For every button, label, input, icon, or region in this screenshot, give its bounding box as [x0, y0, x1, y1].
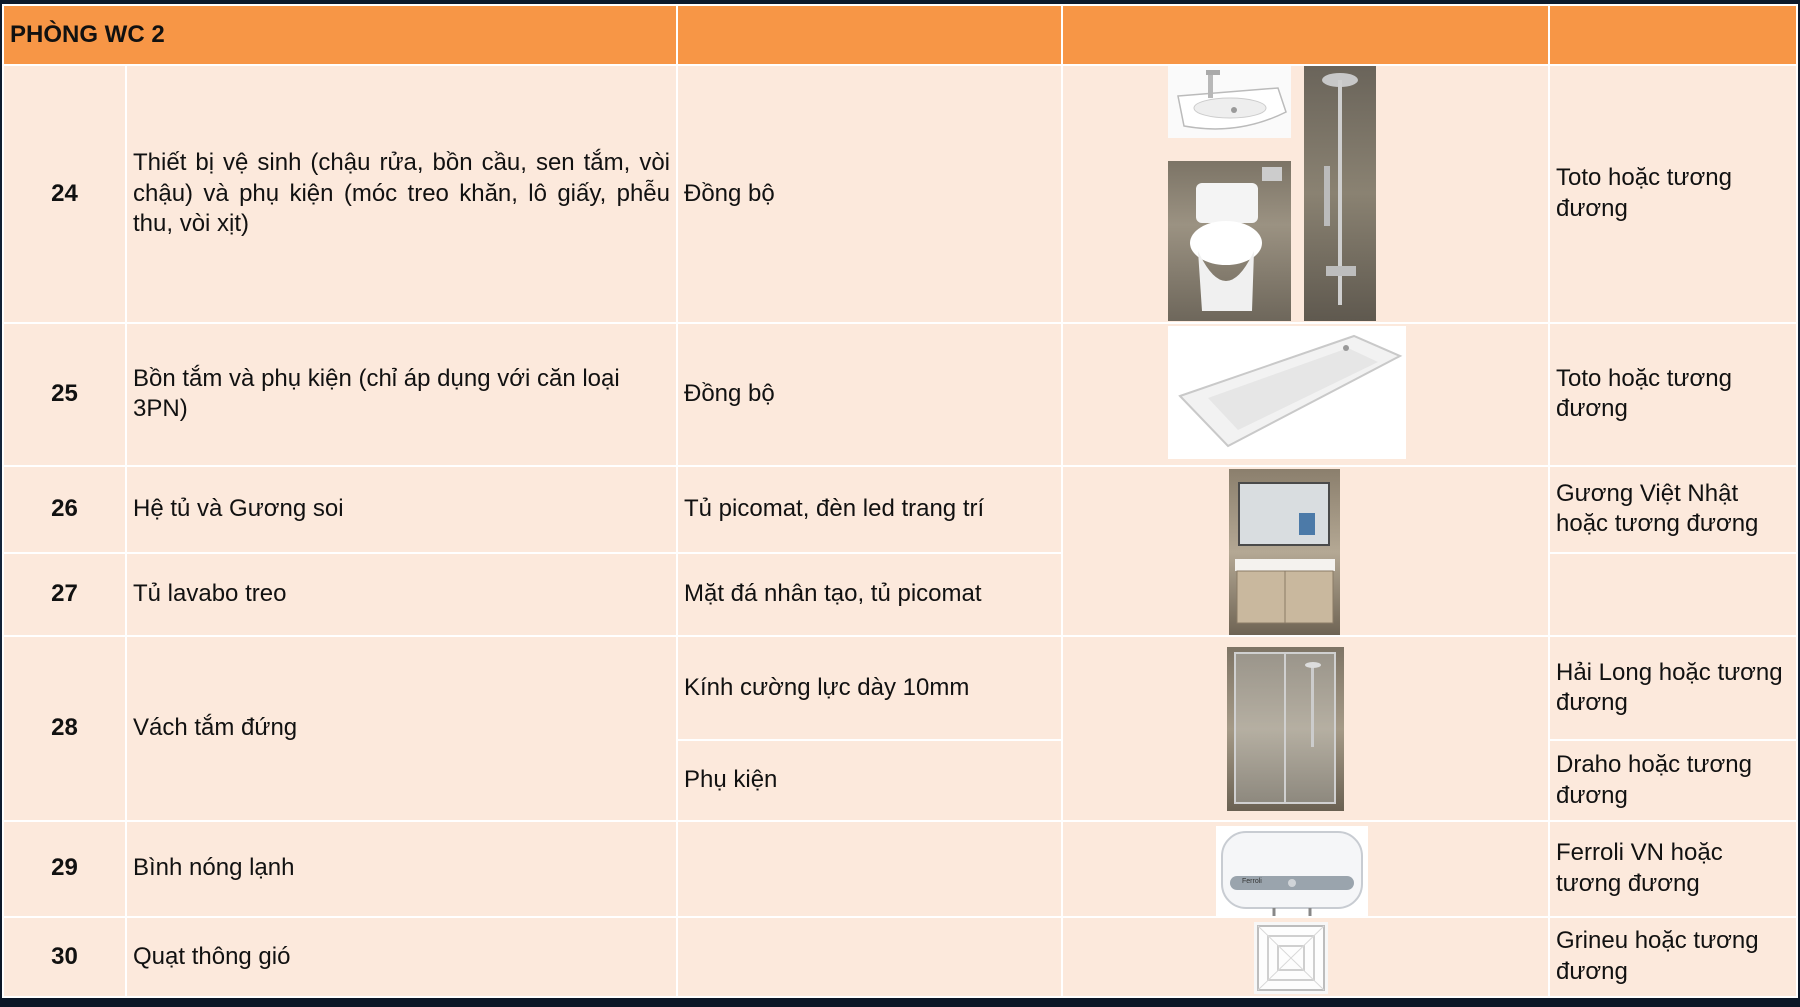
image-cell: [1062, 636, 1549, 820]
row-number: 27: [3, 553, 126, 636]
washbasin-image: [1168, 66, 1291, 138]
brand: Ferroli VN hoặc tương đương: [1549, 821, 1797, 917]
image-cell: [1062, 323, 1549, 466]
item-spec: Mặt đá nhân tạo, tủ picomat: [677, 553, 1062, 636]
item-spec: [677, 821, 1062, 917]
brand: [1549, 553, 1797, 636]
table-row: [3, 65, 1797, 323]
spec-sheet: [2, 4, 1796, 998]
item-description: Tủ lavabo treo: [126, 553, 677, 636]
header-cell-image: [1062, 5, 1549, 65]
brand: Draho hoặc tương đương: [1549, 740, 1797, 820]
table-row: [3, 821, 1797, 917]
shower-image: [1304, 66, 1376, 321]
image-cell: [1062, 821, 1549, 917]
item-description: Bồn tắm và phụ kiện (chỉ áp dụng với căn loại 3PN): [126, 323, 677, 466]
water-heater-image: [1216, 826, 1368, 916]
row-number: 30: [3, 917, 126, 997]
section-header-row: [3, 5, 1797, 65]
item-spec: Đồng bộ: [677, 65, 1062, 323]
table-row: [3, 636, 1797, 740]
table-row: [3, 323, 1797, 466]
item-description: Bình nóng lạnh: [126, 821, 677, 917]
row-number: 26: [3, 466, 126, 553]
item-spec: [677, 917, 1062, 997]
bathtub-image: [1168, 326, 1406, 459]
vanity-mirror-image: [1229, 469, 1340, 635]
image-cell: [1062, 917, 1549, 997]
row-number: 28: [3, 636, 126, 820]
item-description: Hệ tủ và Gương soi: [126, 466, 677, 553]
row-number: 24: [3, 65, 126, 323]
item-spec: Đồng bộ: [677, 323, 1062, 466]
item-spec: Tủ picomat, đèn led trang trí: [677, 466, 1062, 553]
header-cell-spec: [677, 5, 1062, 65]
toilet-image: [1168, 161, 1291, 321]
brand: Hải Long hoặc tương đương: [1549, 636, 1797, 740]
shower-enclosure-image: [1227, 647, 1344, 811]
table-row: [3, 917, 1797, 997]
item-spec: Phụ kiện: [677, 740, 1062, 820]
brand: Toto hoặc tương đương: [1549, 323, 1797, 466]
image-cell: [1062, 65, 1549, 323]
item-spec: Kính cường lực dày 10mm: [677, 636, 1062, 740]
equipment-table: [2, 4, 1798, 998]
row-number: 29: [3, 821, 126, 917]
header-cell-brand: [1549, 5, 1797, 65]
exhaust-fan-image: [1254, 922, 1328, 994]
row-number: 25: [3, 323, 126, 466]
image-cell: [1062, 466, 1549, 636]
table-row: [3, 466, 1797, 553]
brand: Grineu hoặc tương đương: [1549, 917, 1797, 997]
item-description: Thiết bị vệ sinh (chậu rửa, bồn cầu, sen tắm, vòi chậu) và phụ kiện (móc treo khăn, lô giấy, phễu thu, vòi xịt): [126, 65, 677, 323]
brand: Toto hoặc tương đương: [1549, 65, 1797, 323]
heater-brand-label: Ferroli: [1242, 877, 1262, 885]
section-title: PHÒNG WC 2: [3, 5, 677, 65]
item-description: Vách tắm đứng: [126, 636, 677, 820]
item-description: Quạt thông gió: [126, 917, 677, 997]
brand: Gương Việt Nhật hoặc tương đương: [1549, 466, 1797, 553]
